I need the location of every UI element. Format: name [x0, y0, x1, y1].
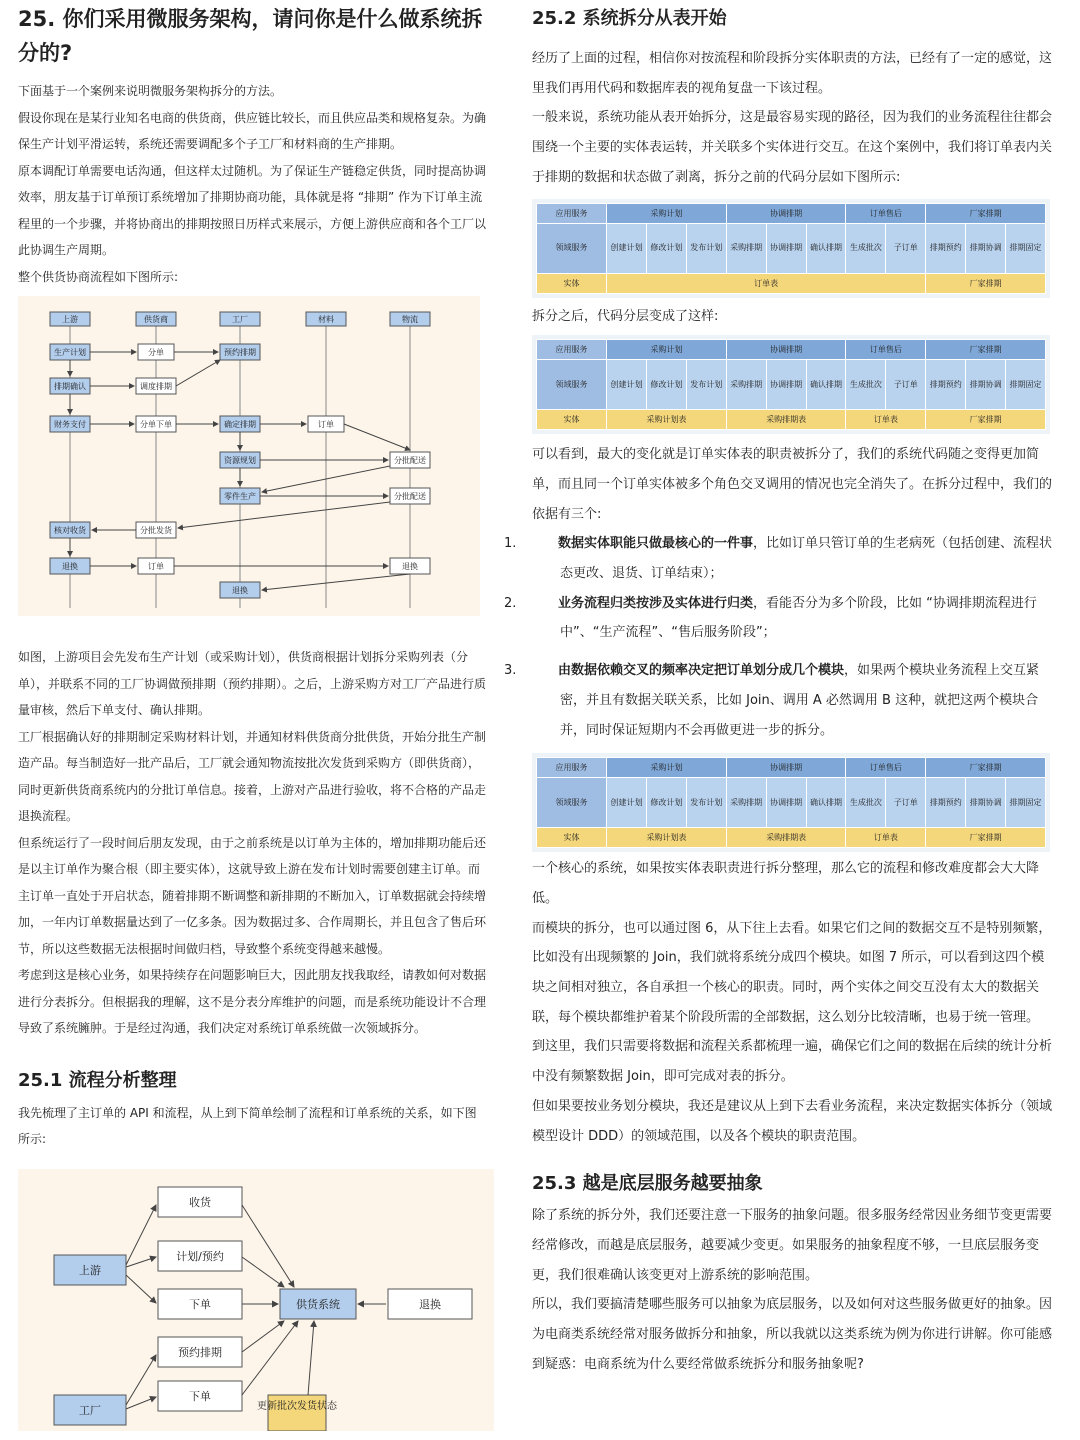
arch-cell: 采购排期表: [726, 828, 846, 848]
node-batch-status: 更新批次发货状态: [257, 1400, 337, 1412]
arch-diagram-after: [532, 335, 1050, 434]
arch-cell: 领域服务: [537, 778, 607, 828]
layer-domain: 领域服务: [537, 223, 607, 273]
section-title-25-1: 25.1 流程分析整理: [18, 1069, 177, 1091]
arch-cell: 采购计划: [607, 758, 727, 778]
paragraph: 原本调配订单需要电话沟通，但这样太过随机。为了保证生产链稳定供货，同时提高协调效率，朋友基于订单预订系统增加了排期协商功能，具体就是将 “排期” 作为下订单主流程里的一个步骤，并将协商出的排期按照日历样式来展示，方便上游供应商和各个工厂以此协调生产周期。: [18, 163, 487, 257]
paragraph: 考虑到这是核心业务，如果持续存在问题影响巨大，因此朋友找我取经，请教如何对数据进行分表拆分。但根据我的理解，这不是分表分库维护的问题，而是系统功能设计不合理导致了系统臃肿。于是经过沟通，我们决定对系统订单系统做一次领域拆分。: [18, 968, 487, 1035]
flow-node: 确定排期: [224, 420, 256, 429]
flow-arrow: [126, 1275, 156, 1303]
arch-cell: 订单表: [846, 410, 926, 430]
arch-cell: 排期协调: [966, 778, 1006, 828]
arch-cell: 订单表: [846, 828, 926, 848]
order-system-svg: [18, 1169, 494, 1431]
group-label: 订单售后: [846, 203, 926, 223]
node-factory: 工厂: [79, 1403, 101, 1417]
arch-cell: 订单售后: [846, 340, 926, 360]
node-order: 下单: [189, 1297, 211, 1311]
flow-node: 退换: [402, 562, 418, 571]
arch-diagram-modules: [532, 753, 1050, 852]
arch-cell: 厂家排期: [926, 758, 1046, 778]
paragraph: 我先梳理了主订单的 API 和流程，从上到下简单绘制了流程和订单系统的关系，如下图所示:: [18, 1105, 477, 1146]
section-title-25: 25. 你们采用微服务架构，请问你是什么做系统拆分的?: [18, 7, 483, 65]
arch-cell: 子订单: [886, 778, 926, 828]
paragraph: 可以看到，最大的变化就是订单实体表的职责被拆分了，我们的系统代码随之变得更加简单，而且同一个订单实体被多个角色交叉调用的情况也完全消失了。在拆分过程中，我们的依据有三个:: [532, 447, 1053, 522]
flow-node: 退换: [232, 586, 248, 595]
arch-cell: 创建计划: [607, 223, 647, 273]
flow-node: 退换: [62, 562, 78, 571]
list-item-3: 3. 由数据依赖交叉的频率决定把订单划分成几个模块，如果两个模块业务流程上交互紧密，并且有数据关联关系，比如 Join、调用 A 必然调用 B 这种，就把这两个模块合并，同时保证短期内不会再做更进一步的拆分。: [504, 663, 1040, 738]
list-item-1: 1. 数据实体职能只做最核心的一件事，比如订单只管订单的生老病死（包括创建、流程状态更改、退货、订单结束）；: [504, 536, 1053, 582]
layer-entity: 实体: [537, 273, 607, 293]
node-receive: 收货: [189, 1195, 211, 1209]
paragraph: 假设你现在是某行业知名电商的供货商，供应链比较长，而且供应品类和规格复杂。为确保生产计划平滑运转，系统还需要调配多个子工厂和材料商的生产排期。: [18, 110, 487, 151]
flow-arrow: [308, 1321, 314, 1395]
arch-cell: 采购计划表: [607, 410, 727, 430]
arch-cell: 订单表: [607, 273, 926, 293]
node-return: 退换: [419, 1297, 441, 1311]
flow-arrow: [242, 1321, 298, 1395]
flow-node: 资源规划: [224, 456, 256, 465]
flow-node: 零件生产: [224, 492, 256, 501]
arch-cell: 子订单: [886, 360, 926, 410]
arch-cell: 生成批次: [846, 778, 886, 828]
arch-cell: 协调排期: [766, 360, 806, 410]
flow-arrow: [176, 360, 220, 386]
layer-app: 应用服务: [537, 203, 607, 223]
lane-label: 材料: [318, 315, 334, 324]
arch-cell: 厂家排期: [926, 340, 1046, 360]
arch-cell: 生成批次: [846, 360, 886, 410]
arch-cell: 确认排期: [806, 778, 846, 828]
arch-cell: 采购排期: [726, 360, 766, 410]
arch-cell: 采购排期: [726, 778, 766, 828]
arch-cell: 应用服务: [537, 340, 607, 360]
arch-cell: 确认排期: [806, 223, 846, 273]
node-plan: 计划/预约: [176, 1249, 224, 1263]
arch-cell: 采购计划: [607, 340, 727, 360]
order-system-diagram: [18, 1169, 494, 1431]
node-order-2: 下单: [189, 1389, 211, 1403]
flow-node: 预约排期: [224, 348, 256, 357]
arch-cell: 订单售后: [846, 758, 926, 778]
node-upstream: 上游: [79, 1263, 101, 1277]
arch-cell: 采购排期: [726, 223, 766, 273]
paragraph: 一个核心的系统，如果按实体表职责进行拆分整理，那么它的流程和修改难度都会大大降低。: [532, 861, 1040, 906]
group-label: 采购计划: [607, 203, 727, 223]
paragraph: 但如果要按业务划分模块，我还是建议从上到下去看业务流程，来决定数据实体拆分（领域模型设计 DDD）的领域范围，以及各个模块的职责范围。: [532, 1098, 1053, 1144]
node-supply-system: 供货系统: [296, 1297, 340, 1311]
arch-cell: 应用服务: [537, 758, 607, 778]
arch-cell: 领域服务: [537, 360, 607, 410]
flow-node: 调度排期: [140, 382, 172, 391]
arch-cell: 修改计划: [646, 223, 686, 273]
arch-cell: 排期预约: [926, 778, 966, 828]
arch-cell: 协调排期: [766, 223, 806, 273]
flow-node: 分批配送: [394, 492, 426, 501]
arch-cell: 排期固定: [1006, 223, 1046, 273]
arch-cell: 排期预约: [926, 223, 966, 273]
flow-node: 排期确认: [54, 382, 86, 391]
section-title-25-2: 25.2 系统拆分从表开始: [532, 8, 727, 29]
paragraph: 所以，我们要搞清楚哪些服务可以抽象为底层服务，以及如何对这些服务做更好的抽象。因为电商类系统经常对服务做拆分和抽象，所以我就以这类系统为例为你进行讲解。你可能感到疑惑：电商系统为什么要经常做系统拆分和服务抽象呢?: [532, 1297, 1053, 1372]
flow-node: 分单下单: [140, 420, 172, 429]
arch-cell: 协调排期: [726, 758, 846, 778]
arch-cell: 生成批次: [846, 223, 886, 273]
flow-arrow: [126, 1205, 156, 1265]
arch-cell: 厂家排期: [926, 410, 1046, 430]
lane-label: 工厂: [232, 315, 248, 324]
flow-node: 分单: [148, 348, 164, 357]
arch-cell: 采购排期表: [726, 410, 846, 430]
arch-cell: 排期固定: [1006, 778, 1046, 828]
paragraph: 工厂根据确认好的排期制定采购材料计划，并通知材料供货商分批供货，开始分批生产制造产品。每当制造好一批产品后，工厂就会通知物流按批次发货到采购方（即供货商），同时更新供货商系统内的分批订单信息。接着，上游对产品进行验收，将不合格的产品走退换流程。: [18, 729, 487, 823]
list-item-2: 2. 业务流程归类按涉及实体进行归类，看能否分为多个阶段，比如 “协调排期流程进行中”、“生产流程”、“售后服务阶段”；: [504, 595, 1037, 641]
arch-cell: 实体: [537, 828, 607, 848]
flow-node: 分批配送: [394, 456, 426, 465]
arch-cell: 厂家排期: [926, 273, 1046, 293]
group-label: 协调排期: [726, 203, 846, 223]
lane-label: 物流: [402, 315, 418, 324]
arch-cell: 修改计划: [646, 360, 686, 410]
flow-node: 财务支付: [54, 420, 86, 429]
flow-node: 订单: [318, 420, 334, 429]
flow-node: 订单: [148, 562, 164, 571]
arch-diagram-before: [532, 199, 1050, 298]
flow-node: 分批发货: [140, 526, 172, 535]
arch-cell: 排期协调: [966, 223, 1006, 273]
arch-cell: 确认排期: [806, 360, 846, 410]
arch-cell: 创建计划: [607, 778, 647, 828]
right-column: [504, 0, 1057, 1380]
paragraph: 下面基于一个案例来说明微服务架构拆分的方法。: [18, 84, 283, 98]
lane-label: 供货商: [144, 315, 168, 324]
paragraph: 一般来说，系统功能从表开始拆分，这是最容易实现的路径，因为我们的业务流程往往都会围绕一个主要的实体表运转，并关联多个实体进行交互。在这个案例中，我们将订单表内关于排期的数据和状态做了剥离，拆分之前的代码分层如下图所示:: [532, 110, 1053, 185]
supply-flow-diagram: [18, 296, 480, 616]
supply-flow-svg: [18, 296, 480, 616]
arch-cell: 修改计划: [646, 778, 686, 828]
arch-cell: 排期预约: [926, 360, 966, 410]
paragraph: 但系统运行了一段时间后朋友发现，由于之前系统是以订单为主体的，增加排期功能后还是以主订单作为聚合根（即主要实体），这就导致上游在发布计划时需要创建主订单。而主订单一直处于开启状态，随着排期不断调整和新排期的不断加入，订单数据就会持续增加，一年内订单数据量达到了一亿多条。因为数据过多、合作周期长，并且包含了售后环节，所以这些数据无法根据时间做归档，导致整个系统变得越来越慢。: [18, 835, 487, 956]
arch-cell: 厂家排期: [926, 828, 1046, 848]
left-column: [18, 0, 488, 1431]
group-label: 厂家排期: [926, 203, 1046, 223]
paragraph: 而模块的拆分，也可以通过图 6，从下往上去看。如果它们之间的数据交互不是特别频繁，比如没有出现频繁的 Join，我们就将系统分成四个模块。如图 7 所示，可以看到这四个模块之间相对独立，各自承担一个核心的职责。同时，两个实体之间交互没有太大的数据关联，每个模块都维护着某个阶段所需的全部数据，这么划分比较清晰，也易于统一管理。: [532, 920, 1052, 1025]
paragraph: 到这里，我们只需要将数据和流程关系都梳理一遍，确保它们之间的数据在后续的统计分析中没有频繁数据 Join，即可完成对表的拆分。: [532, 1039, 1053, 1085]
flow-arrow: [178, 502, 390, 528]
lane-label: 上游: [62, 315, 78, 324]
node-reserve: 预约排期: [178, 1345, 222, 1359]
arch-cell: 协调排期: [726, 340, 846, 360]
arch-cell: 协调排期: [766, 778, 806, 828]
section-title-25-3: 25.3 越是底层服务越要抽象: [532, 1173, 763, 1195]
flow-arrow: [242, 1205, 294, 1287]
arch-cell: 采购计划表: [607, 828, 727, 848]
arch-cell: 创建计划: [607, 360, 647, 410]
arch-cell: 发布计划: [686, 223, 726, 273]
paragraph: 经历了上面的过程，相信你对按流程和阶段拆分实体职责的方法，已经有了一定的感觉，这里我们再用代码和数据库表的视角复盘一下该过程。: [532, 51, 1053, 96]
paragraph: 拆分之后，代码分层变成了这样:: [532, 308, 719, 324]
flow-arrow: [126, 1355, 156, 1405]
paragraph: 除了系统的拆分外，我们还要注意一下服务的抽象问题。很多服务经常因业务细节变更需要经常修改，而越是底层服务，越要减少变更。如果服务的抽象程度不够，一旦底层服务变更，我们很难确认该变更对上游系统的影响范围。: [532, 1208, 1053, 1283]
flow-node: 生产计划: [54, 348, 86, 357]
arch-cell: 子订单: [886, 223, 926, 273]
flow-arrow: [126, 1397, 156, 1409]
paragraph: 整个供货协商流程如下图所示:: [18, 269, 179, 284]
flow-arrow: [262, 574, 410, 590]
arch-cell: 发布计划: [686, 778, 726, 828]
arch-cell: 发布计划: [686, 360, 726, 410]
flow-arrow: [126, 1257, 156, 1267]
paragraph: 如图，上游项目会先发布生产计划（或采购计划），供货商根据计划拆分采购列表（分单），并联系不同的工厂协调做预排期（预约排期）。之后，上游采购方对工厂产品进行质量审核，然后下单支付、确认排期。: [18, 650, 487, 717]
flow-arrow: [344, 424, 410, 450]
flow-node: 核对收货: [54, 526, 86, 535]
arch-cell: 排期协调: [966, 360, 1006, 410]
arch-cell: 实体: [537, 410, 607, 430]
arch-cell: 排期固定: [1006, 360, 1046, 410]
